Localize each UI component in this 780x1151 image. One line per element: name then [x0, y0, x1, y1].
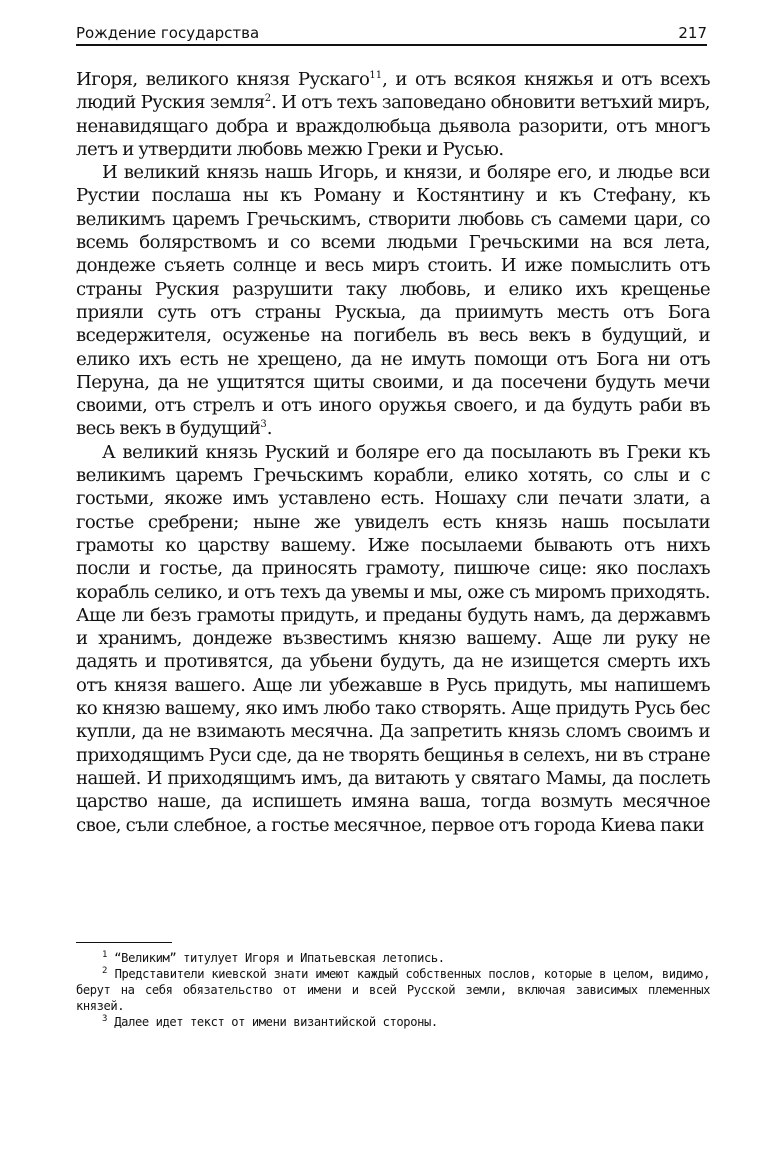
footnote-marker: 2	[264, 93, 272, 105]
footnote-rule	[76, 942, 172, 943]
footnote-number: 1	[102, 950, 108, 960]
footnote-marker: 11	[369, 70, 383, 81]
running-header	[76, 22, 707, 44]
paragraph	[76, 161, 710, 441]
footnote-text: Далее идет текст от имени византийской стороны.	[107, 1015, 438, 1029]
text-run: , и отъ всякоя княжья и отъ всехъ людий Руския земля	[76, 69, 710, 114]
text-run: .	[266, 418, 272, 440]
header-rule	[76, 44, 707, 46]
footnote-text: “Великим” титулует Игоря и Ипатьевская летопись.	[107, 951, 445, 965]
footnote-number: 3	[102, 1014, 108, 1024]
paragraph	[76, 441, 710, 837]
text-run: . И отъ техъ заповедано обновити ветъхий миръ, ненавидящаго добра и враждолюбьца дьявола разорити, отъ многъ летъ и утвердити любовь межю Греки и Русью.	[76, 92, 711, 160]
chapter-title: Рождение государства	[76, 24, 260, 42]
paragraph	[76, 68, 710, 161]
footnote-marker: 3	[260, 419, 267, 431]
text-run: И великий князь нашь Игорь, и князи, и боляре его, и людье вси Рустии послаша ны къ Роману и Костянтину и къ Стефану, къ великимъ царемъ Гречьскимъ, створити любовь съ самеми цари, со всемь болярствомъ и со всеми людьми Гречьскими на вся лета, дондеже съяеть солнце и весь миръ стоить. И иже помыслить отъ страны Руския разрушити таку любовь, и елико ихъ крещенье прияли суть отъ страны Рускыа, да приимуть месть отъ Бога вседержителя, осуженье на погибель въ весь векъ в будущий, и елико ихъ есть не хрещено, да не имуть помощи отъ Бога ни отъ Перуна, да не ущитятся щиты своими, и да посечени будуть мечи своими, отъ стрелъ и отъ иного оружья своего, и да будуть раби въ весь векъ в будущий	[76, 162, 710, 440]
footnote	[76, 1014, 710, 1030]
footnote-number: 2	[102, 966, 108, 976]
footnote	[76, 950, 710, 966]
text-run: А великий князь Руский и боляре его да посылають въ Греки къ великимъ царемъ Гречьскимъ корабли, елико хотять, со слы и с гостьми, якоже имъ уставлено есть. Ношаху сли печати злати, а гостье сребрени; ныне же увиделъ есть князь нашь посылати грамоты ко царству вашему. Иже посылаеми бывають отъ нихъ посли и гостье, да приносять грамоту, пишюче сице: яко послахъ корабль селико, и отъ техъ да увемы и мы, оже съ миромъ приходять. Аще ли безъ грамоты придуть, и преданы будуть намъ, да державмъ и хранимъ, дондеже възвестимъ князю вашему. Аще ли руку не дадять и противятся, да убьени будуть, да не изищется смерть ихъ отъ князя вашего. Аще ли убежавше в Русь придуть, мы напишемъ ко князю вашему, яко имъ любо тако створять. Аще придуть Русь бес купли, да не взимають месячна. Да запретить князь сломъ своимъ и приходящимъ Руси сде, да не творять бещинья в селехъ, ни въ стране нашей. И приходящимъ имъ, да витають у святаго Мамы, да послеть царство наше, да испишеть имяна ваша, тогда возмуть месячное свое, съли слебное, а гостье месячное, первое отъ города Киева паки	[76, 441, 710, 836]
footnote	[76, 966, 710, 1014]
footnote-text: Представители киевской знати имеют каждый собственных послов, которые в целом, видимо, берут на себя обязательство от имени и всей Русской земли, включая зависимых племенных князей.	[76, 967, 710, 1013]
page-number: 217	[678, 24, 707, 42]
footnotes	[76, 950, 710, 1030]
main-text	[76, 68, 710, 837]
text-run: Игоря, великого князя Рускаго	[76, 69, 370, 90]
